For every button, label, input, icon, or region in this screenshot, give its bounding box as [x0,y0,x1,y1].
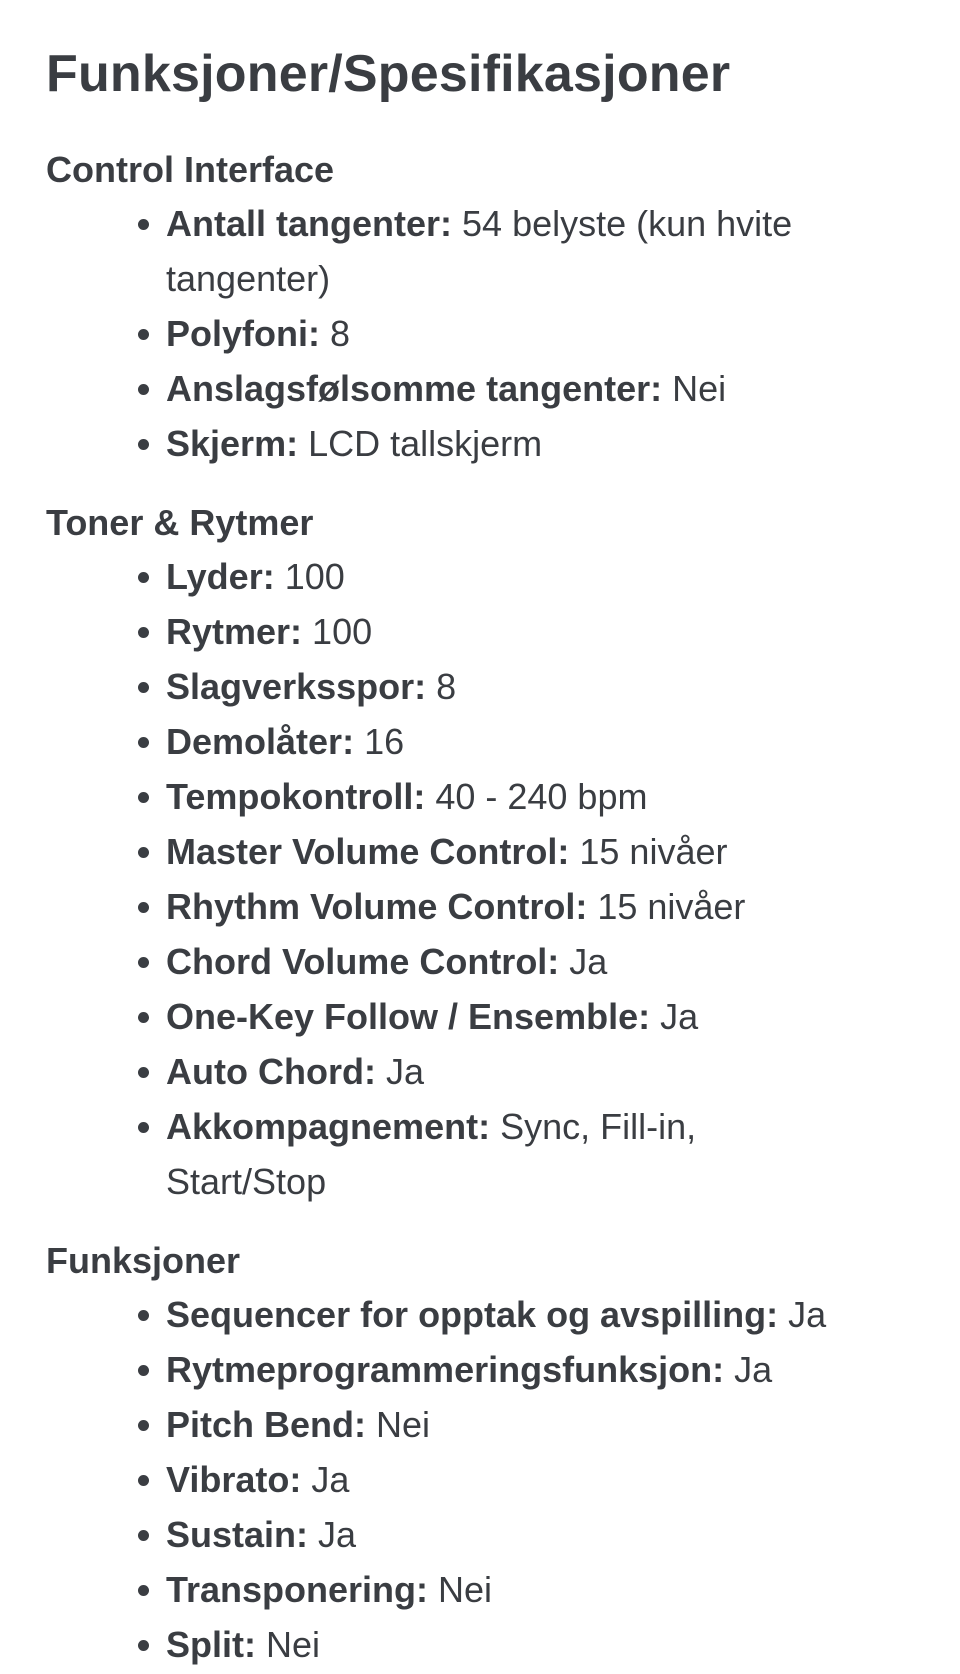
spec-key: Polyfoni: [166,313,320,354]
list-item [166,1397,866,1452]
spec-list [46,1287,960,1672]
spec-key: Akkompagnement: [166,1106,491,1147]
spec-key: One-Key Follow / Ensemble: [166,996,651,1037]
spec-value: LCD tallskjerm [298,423,543,464]
spec-key: Demolåter: [166,721,355,762]
spec-key: Antall tangenter: [166,203,453,244]
spec-value: Nei [255,1624,321,1665]
spec-key: Split: [166,1624,256,1665]
list-item [166,549,866,604]
list-item [166,879,866,934]
section-heading: Control Interface [46,149,335,190]
list-item [166,1044,866,1099]
section-heading: Funksjoner [46,1240,241,1281]
list-item [166,989,866,1044]
spec-key: Rytmeprogrammeringsfunksjon: [166,1349,725,1390]
spec-key: Master Volume Control: [166,831,570,872]
list-item [166,196,866,306]
spec-value: 15 nivåer [569,831,728,872]
spec-value: Ja [301,1459,350,1500]
list-item [166,416,866,471]
spec-key: Rytmer: [166,611,303,652]
spec-value: 15 nivåer [587,886,746,927]
spec-value: 54 belyste (kun hvite tangenter) [166,203,793,299]
spec-key: Chord Volume Control: [166,941,560,982]
spec-list [46,196,960,471]
list-item [166,824,866,879]
list-item [166,1507,866,1562]
spec-key: Rhythm Volume Control: [166,886,588,927]
list-item [166,306,866,361]
list-item [166,714,866,769]
section-toner-rytmer [46,497,960,1209]
spec-key: Pitch Bend: [166,1404,367,1445]
list-item [166,604,866,659]
spec-key: Anslagsfølsomme tangenter: [166,368,663,409]
list-item [166,1342,866,1397]
section-control-interface [46,144,960,471]
list-item [166,934,866,989]
spec-value: Ja [308,1514,357,1555]
spec-value: Sync, Fill-in, Start/Stop [166,1106,697,1202]
page-title: Funksjoner/Spesifikasjoner [46,45,731,103]
spec-key: Sustain: [166,1514,309,1555]
section-funksjoner [46,1235,960,1672]
spec-key: Auto Chord: [166,1051,376,1092]
spec-value: Ja [724,1349,773,1390]
list-item [166,361,866,416]
spec-value: Ja [778,1294,827,1335]
spec-value: Nei [428,1569,493,1610]
spec-key: Sequencer for opptak og avspilling: [166,1294,779,1335]
spec-key: Slagverksspor: [166,666,427,707]
spec-value: Ja [559,941,608,982]
spec-value: 100 [302,611,373,652]
spec-key: Lyder: [166,556,275,597]
section-heading: Toner & Rytmer [46,502,314,543]
list-item [166,1617,866,1672]
spec-value: 40 - 240 bpm [425,776,648,817]
list-item [166,1452,866,1507]
list-item [166,659,866,714]
spec-value: Ja [375,1051,424,1092]
list-item [166,769,866,824]
list-item [166,1287,866,1342]
list-item [166,1099,866,1209]
spec-key: Skjerm: [166,423,299,464]
spec-value: 8 [319,313,351,354]
spec-value: Nei [662,368,727,409]
spec-value: Ja [650,996,699,1037]
spec-value: Nei [366,1404,431,1445]
spec-key: Vibrato: [166,1459,302,1500]
spec-value: 16 [354,721,405,762]
spec-key: Tempokontroll: [166,776,426,817]
spec-value: 100 [274,556,345,597]
spec-value: 8 [426,666,457,707]
spec-key: Transponering: [166,1569,429,1610]
spec-list [46,549,960,1209]
list-item [166,1562,866,1617]
